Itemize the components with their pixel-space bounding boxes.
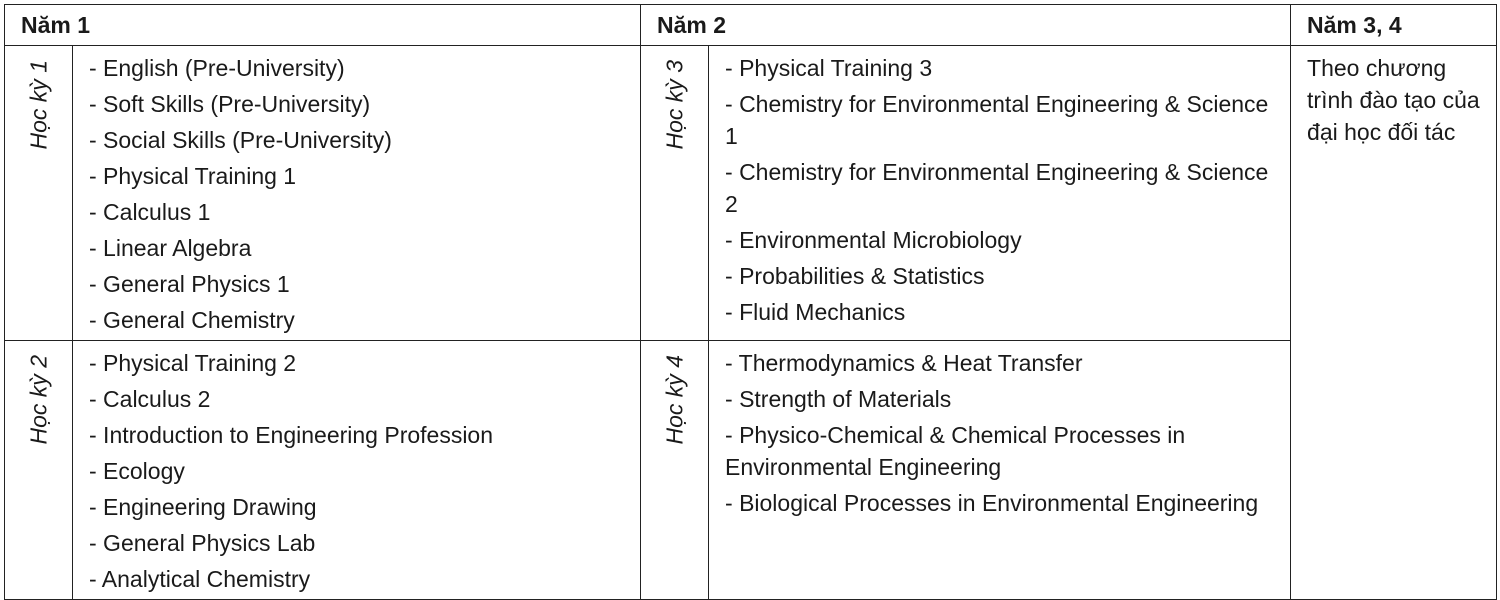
semester-3-label: Học kỳ 3 — [661, 60, 688, 150]
course-item: - Social Skills (Pre-University) — [89, 127, 392, 153]
course-item: - Thermodynamics & Heat Transfer — [725, 350, 1083, 376]
course-item: - Calculus 1 — [89, 199, 211, 225]
course-item: - Physico-Chemical & Chemical Processes in Environmental Engineering — [725, 422, 1186, 480]
later-years-text: Theo chương trình đào tạo của đại học đối tác — [1307, 55, 1480, 145]
semester-2-courses — [73, 341, 641, 600]
year-header-row — [5, 5, 1497, 46]
later-years-cell — [1291, 46, 1497, 600]
course-item: - Linear Algebra — [89, 235, 252, 261]
semester-row-2 — [5, 341, 1497, 600]
course-item: - English (Pre-University) — [89, 55, 345, 81]
semester-1-label: Học kỳ 1 — [25, 60, 51, 150]
course-item: - Biological Processes in Environmental Engineering — [725, 490, 1259, 516]
course-item: - Physical Training 1 — [89, 163, 297, 189]
course-item: - Fluid Mechanics — [725, 299, 906, 325]
course-item: - Probabilities & Statistics — [725, 263, 985, 289]
year-1-header: Năm 1 — [5, 5, 641, 46]
course-item: - Soft Skills (Pre-University) — [89, 91, 371, 117]
course-item: - General Physics 1 — [89, 271, 290, 297]
course-item: - Physical Training 2 — [89, 350, 297, 376]
course-item: - General Chemistry — [89, 307, 295, 333]
course-item: - Calculus 2 — [89, 386, 211, 412]
course-item: - Introduction to Engineering Profession — [89, 422, 494, 448]
semester-4-label-cell — [641, 341, 709, 600]
course-item: - Ecology — [89, 458, 185, 484]
course-item: - General Physics Lab — [89, 530, 316, 556]
semester-2-label: Học kỳ 2 — [25, 355, 51, 445]
course-item: - Environmental Microbiology — [725, 227, 1022, 253]
course-list — [89, 52, 628, 336]
course-list — [725, 52, 1278, 328]
course-item: - Engineering Drawing — [89, 494, 317, 520]
year-2-header: Năm 2 — [641, 5, 1291, 46]
semester-1-courses — [73, 46, 641, 341]
curriculum-table — [4, 4, 1497, 600]
course-item: - Analytical Chemistry — [89, 566, 311, 592]
course-item: - Chemistry for Environmental Engineering & Science 1 — [725, 91, 1269, 149]
course-item: - Chemistry for Environmental Engineering & Science 2 — [725, 159, 1269, 217]
semester-3-courses — [709, 46, 1291, 341]
semester-3-label-cell — [641, 46, 709, 341]
course-list — [89, 347, 628, 595]
semester-4-courses — [709, 341, 1291, 600]
course-list — [725, 347, 1278, 519]
year-3-4-header: Năm 3, 4 — [1291, 5, 1497, 46]
semester-row-1 — [5, 46, 1497, 341]
semester-4-label: Học kỳ 4 — [661, 355, 688, 445]
course-item: - Strength of Materials — [725, 386, 952, 412]
course-item: - Physical Training 3 — [725, 55, 933, 81]
semester-1-label-cell — [5, 46, 73, 341]
semester-2-label-cell — [5, 341, 73, 600]
